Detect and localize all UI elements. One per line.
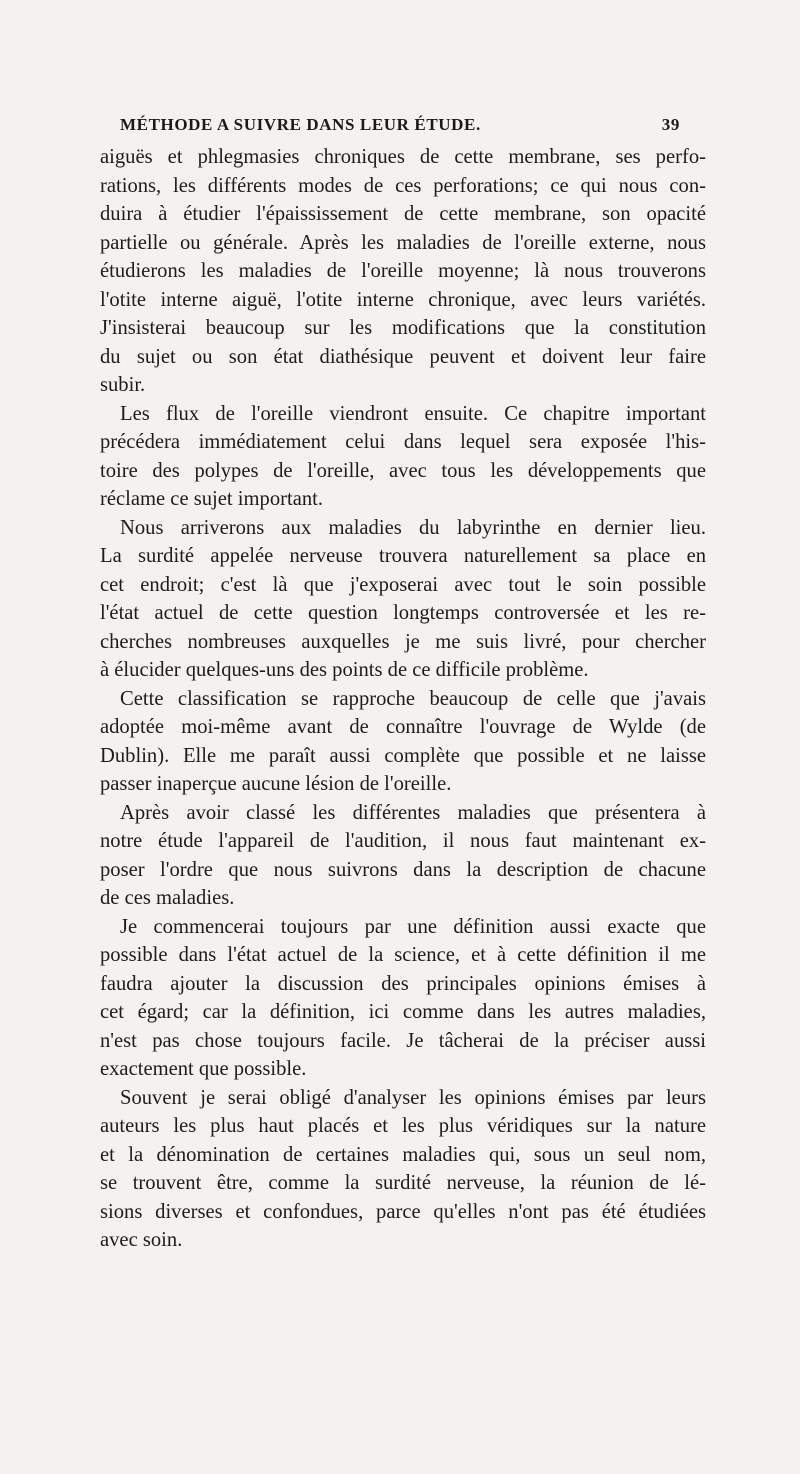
- text-line: poser l'ordre que nous suivrons dans la description de chacune: [100, 858, 706, 881]
- text-line: adoptée moi-même avant de connaître l'ouvrage de Wylde (de: [100, 716, 706, 738]
- text-line: cherches nombreuses auxquelles je me suis livré, pour chercher: [100, 630, 706, 653]
- text-line: auteurs les plus haut placés et les plus véridiques sur la nature: [100, 1115, 706, 1137]
- page-number: 39: [661, 115, 680, 134]
- text-line: notre étude l'appareil de l'audition, il nous faut maintenant ex-: [100, 830, 706, 852]
- paragraph: [100, 514, 706, 685]
- text-line: Je commencerai toujours par une définition aussi exacte que: [120, 915, 706, 938]
- running-title: MÉTHODE A SUIVRE DANS LEUR ÉTUDE.: [120, 115, 481, 134]
- text-line: de ces maladies.: [100, 887, 235, 909]
- text-line: toire des polypes de l'oreille, avec tous les développements que: [100, 459, 706, 482]
- text-line: réclame ce sujet important.: [100, 488, 324, 510]
- text-line: La surdité appelée nerveuse trouvera naturellement sa place en: [100, 545, 706, 567]
- text-line: partielle ou générale. Après les maladies de l'oreille externe, nous: [100, 231, 706, 254]
- text-line: cet endroit; c'est là que j'exposerai avec tout le soin possible: [100, 573, 706, 596]
- paragraph: [100, 685, 706, 799]
- text-line: à élucider quelques-uns des points de ce difficile problème.: [100, 659, 589, 681]
- text-line: possible dans l'état actuel de la science, et à cette définition il me: [100, 944, 706, 966]
- text-line: faudra ajouter la discussion des principales opinions émises à: [100, 972, 706, 995]
- text-line: Après avoir classé les différentes maladies que présentera à: [120, 801, 706, 824]
- text-line: Nous arriverons aux maladies du labyrinthe en dernier lieu.: [120, 516, 706, 539]
- text-line: Souvent je serai obligé d'analyser les opinions émises par leurs: [120, 1086, 706, 1109]
- text-line: Cette classification se rapproche beaucoup de celle que j'avais: [120, 687, 706, 710]
- text-line: cet égard; car la définition, ici comme dans les autres maladies,: [100, 1001, 706, 1023]
- text-line: étudierons les maladies de l'oreille moyenne; là nous trouverons: [100, 260, 706, 282]
- text-line: l'état actuel de cette question longtemps controversée et les re-: [100, 602, 706, 624]
- text-line: et la dénomination de certaines maladies qui, sous un seul nom,: [100, 1143, 706, 1166]
- text-line: passer inaperçue aucune lésion de l'oreille.: [100, 773, 452, 795]
- text-line: Les flux de l'oreille viendront ensuite. Ce chapitre important: [120, 402, 706, 425]
- paragraph: [100, 799, 706, 913]
- text-line: Dublin). Elle me paraît aussi complète que possible et ne laisse: [100, 744, 706, 767]
- text-line: se trouvent être, comme la surdité nerveuse, la réunion de lé-: [100, 1172, 706, 1194]
- paragraph: [100, 400, 706, 514]
- paragraph: [100, 143, 706, 400]
- text-line: aiguës et phlegmasies chroniques de cette membrane, ses perfo-: [100, 146, 706, 168]
- body-text: [100, 143, 706, 1255]
- text-line: subir.: [100, 374, 146, 396]
- text-line: J'insisterai beaucoup sur les modifications que la constitution: [100, 317, 706, 339]
- text-line: avec soin.: [100, 1229, 183, 1251]
- text-line: sions diverses et confondues, parce qu'elles n'ont pas été étudiées: [100, 1200, 706, 1223]
- text-line: l'otite interne aiguë, l'otite interne chronique, avec leurs variétés.: [100, 288, 706, 311]
- text-line: exactement que possible.: [100, 1058, 307, 1080]
- paragraph: [100, 913, 706, 1084]
- paragraph: [100, 1084, 706, 1255]
- text-line: rations, les différents modes de ces perforations; ce qui nous con-: [100, 174, 706, 197]
- text-line: n'est pas chose toujours facile. Je tâcherai de la préciser aussi: [100, 1029, 706, 1052]
- text-line: du sujet ou son état diathésique peuvent et doivent leur faire: [100, 345, 706, 368]
- text-line: précédera immédiatement celui dans lequel sera exposée l'his-: [100, 431, 706, 453]
- text-line: duira à étudier l'épaississement de cette membrane, son opacité: [100, 203, 706, 225]
